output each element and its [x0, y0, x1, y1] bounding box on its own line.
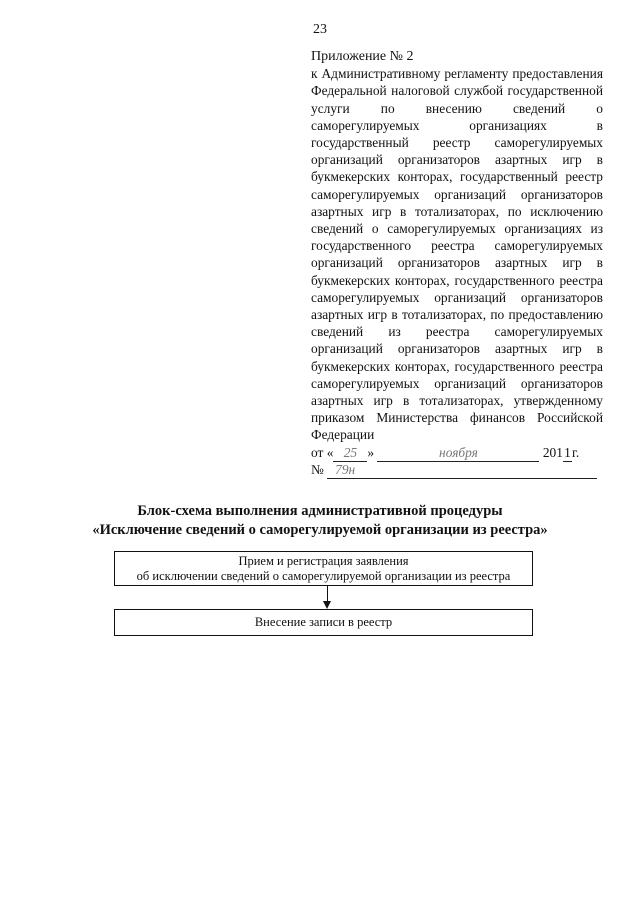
- number-value: 79н: [327, 461, 597, 479]
- step1-line2: об исключении сведений о саморегулируемой организации из реестра: [136, 569, 511, 583]
- step2-label: Внесение записи в реестр: [254, 615, 393, 629]
- flow-arrow-head-icon: [323, 601, 331, 609]
- step1-line1: Прием и регистрация заявления: [238, 554, 409, 568]
- flow-arrow-line: [327, 586, 328, 602]
- date-day: 25: [333, 444, 367, 462]
- date-suffix: г.: [571, 444, 580, 460]
- flowchart-step-register-entry: [114, 609, 533, 636]
- date-prefix: от «: [311, 444, 334, 460]
- flowchart-step-receive-application: [114, 551, 533, 586]
- appendix-body: к Административному регламенту предоставления Федеральной налоговой службой государственной услуги по внесению сведений о саморегулируемых организациях в государственный реестр саморегулируемых организаций организаторов азартных игр в букмекерских конторах, государственный реестр саморегулируемых организаций организаторов азартных игр в тотализаторах, по исключению сведений о саморегулируемых организациях из государственного реестра саморегулируемых организаций организаторов азартных игр в букмекерских конторах, государственного реестра саморегулируемых организаций организаторов азартных игр в тотализаторах, по предоставлению сведений из реестра саморегулируемых организаций организаторов азартных игр в букмекерских конторах, государственного реестра саморегулируемых организаций организаторов азартных игр в тотализаторах, утвержденному приказом Министерства финансов Российской Федерации: [311, 66, 603, 443]
- date-year-digit: 1: [563, 444, 572, 462]
- number-prefix: №: [311, 461, 324, 477]
- date-year-prefix: 201: [542, 444, 563, 460]
- flowchart-heading: [0, 502, 640, 540]
- page-number: 23: [313, 22, 327, 37]
- approval-date-line: [311, 444, 603, 461]
- approval-number-line: [311, 461, 603, 478]
- appendix-header: [311, 48, 603, 478]
- appendix-title: Приложение № 2: [311, 49, 414, 64]
- heading-line2: «Исключение сведений о саморегулируемой организации из реестра»: [92, 522, 548, 538]
- date-month: ноября: [377, 444, 539, 462]
- heading-line1: Блок-схема выполнения административной процедуры: [137, 503, 503, 519]
- date-mid: »: [367, 444, 375, 460]
